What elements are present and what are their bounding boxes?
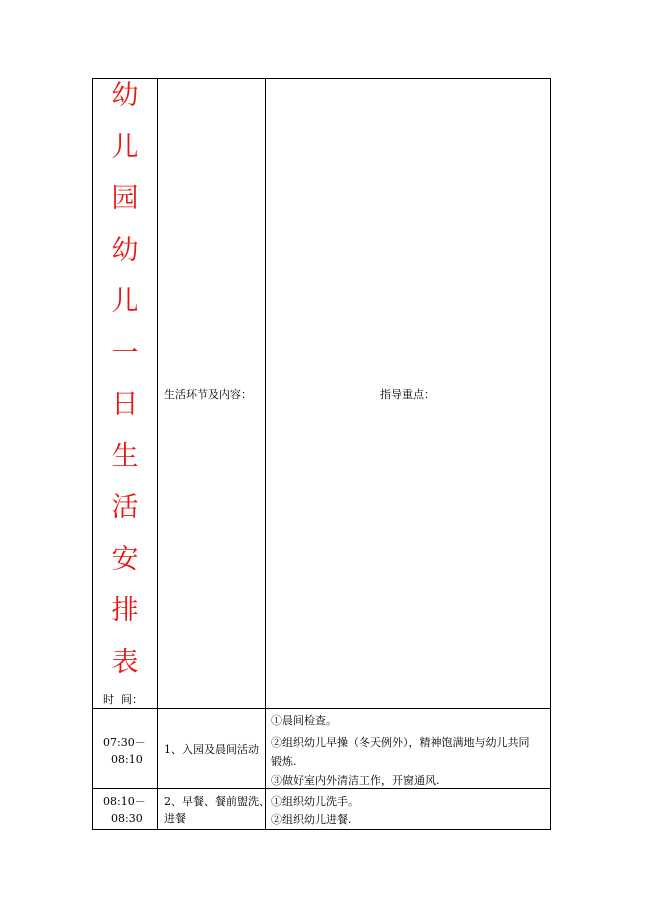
row1-time-end: 08:10 (111, 753, 143, 766)
row1-point-1: ①晨间检查。 (271, 714, 337, 727)
row2-point-1: ①组织幼儿洗手。 (271, 795, 359, 808)
content-header: 生活环节及内容： (164, 388, 252, 401)
divider-header-row (92, 708, 551, 709)
row1-point-2: ②组织幼儿早操（冬天例外），精神饱满地与幼儿共同 (271, 736, 530, 749)
title-char: 一 (111, 337, 139, 369)
time-header: 时 间： (103, 693, 143, 706)
row1-content: 1、入园及晨间活动 (164, 743, 259, 756)
title-char: 活 (111, 492, 139, 523)
title-char: 幼 (111, 80, 139, 111)
row2-content-line1: 2、早餐、餐前盥洗、 (164, 795, 270, 808)
title-char: 幼 (111, 234, 139, 266)
guidance-header: 指导重点： (380, 388, 435, 401)
divider-col2 (265, 78, 266, 830)
title-char: 园 (111, 183, 139, 214)
title-char: 安 (111, 543, 139, 575)
title-char: 排 (111, 595, 139, 626)
divider-col1 (157, 78, 158, 830)
row1-time-start: 07:30－ (103, 736, 146, 749)
row1-point-3: ③做好室内外清洁工作，开窗通风. (271, 774, 440, 787)
divider-row1 (92, 788, 551, 789)
row2-time-start: 08:10－ (103, 795, 146, 808)
schedule-title (93, 82, 157, 700)
row2-content-line2: 进餐 (164, 812, 186, 825)
row2-time-end: 08:30 (111, 812, 143, 825)
row2-point-2: ②组织幼儿进餐. (271, 813, 352, 826)
title-char: 日 (111, 389, 139, 420)
title-char: 儿 (111, 131, 139, 163)
title-char: 儿 (111, 286, 139, 317)
title-char: 生 (111, 440, 139, 472)
row1-point-2-cont: 锻炼. (271, 755, 297, 768)
title-char: 表 (111, 646, 139, 678)
